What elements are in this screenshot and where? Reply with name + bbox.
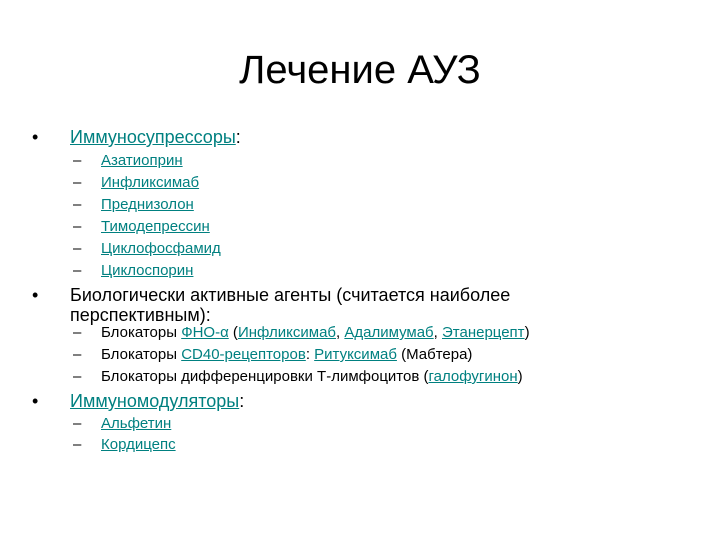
dash-icon: –: [73, 262, 82, 279]
rituximab-link[interactable]: Ритуксимаб: [314, 346, 397, 363]
bullet-icon: •: [32, 285, 39, 305]
text-part: ): [517, 368, 523, 385]
text-part: Блокаторы дифференцировки Т-лимфоцитов (: [101, 368, 429, 385]
dash-icon: –: [73, 152, 82, 169]
thymodepressin-link[interactable]: Тимодепрессин: [101, 218, 210, 235]
dash-icon: –: [73, 218, 82, 235]
bullet-text: [70, 391, 244, 411]
infliximab-link[interactable]: Инфликсимаб: [101, 174, 200, 191]
bullet-icon: •: [32, 391, 39, 411]
dash-icon: –: [73, 324, 82, 341]
dash-icon: –: [73, 436, 82, 453]
cordyceps-link[interactable]: Кордицепс: [101, 436, 176, 453]
cyclosporine-link[interactable]: Циклоспорин: [101, 262, 194, 279]
cyclophosphamide-link[interactable]: Циклофосфамид: [101, 240, 221, 257]
dash-icon: –: [73, 240, 82, 257]
bullet-text: Биологически активные агенты (считается наиболее перспективным):: [70, 285, 511, 325]
adalimumab-link[interactable]: Адалимумаб: [344, 324, 434, 341]
halofuginone-link[interactable]: галофугинон: [428, 368, 518, 385]
bullet-icon: •: [32, 127, 39, 147]
dash-icon: –: [73, 346, 82, 363]
text-part: ,: [336, 324, 345, 341]
heading-suffix: :: [239, 391, 245, 411]
text-part: ,: [433, 324, 442, 341]
sub-item-text: [101, 324, 530, 342]
etanercept-link[interactable]: Этанерцепт: [442, 324, 525, 341]
dash-icon: –: [73, 174, 82, 191]
cd40-receptors-link[interactable]: CD40-рецепторов: [181, 346, 306, 363]
alfetin-link[interactable]: Альфетин: [101, 415, 172, 432]
text-part: (: [228, 324, 238, 341]
slide-title: Лечение АУЗ: [239, 48, 481, 92]
infliximab-link[interactable]: Инфликсимаб: [237, 324, 337, 341]
heading-suffix: :: [235, 127, 241, 147]
immunomodulators-link[interactable]: Иммуномодуляторы: [70, 391, 240, 411]
text-part: :: [305, 346, 315, 363]
dash-icon: –: [73, 368, 82, 385]
text-part: Блокаторы: [101, 324, 182, 341]
sub-item-text: [101, 346, 472, 364]
azathioprine-link[interactable]: Азатиоприн: [101, 152, 183, 169]
text-part: ): [524, 324, 530, 341]
text-part: Блокаторы: [101, 346, 182, 363]
text-part: (Мабтера): [396, 346, 473, 363]
tnf-alpha-link[interactable]: ФНО-α: [181, 324, 229, 341]
sub-item-text: [101, 368, 523, 386]
dash-icon: –: [73, 196, 82, 213]
prednisolone-link[interactable]: Преднизолон: [101, 196, 194, 213]
bullet-text: [70, 127, 241, 147]
immunosuppressors-link[interactable]: Иммуносупрессоры: [70, 127, 236, 147]
dash-icon: –: [73, 415, 82, 432]
